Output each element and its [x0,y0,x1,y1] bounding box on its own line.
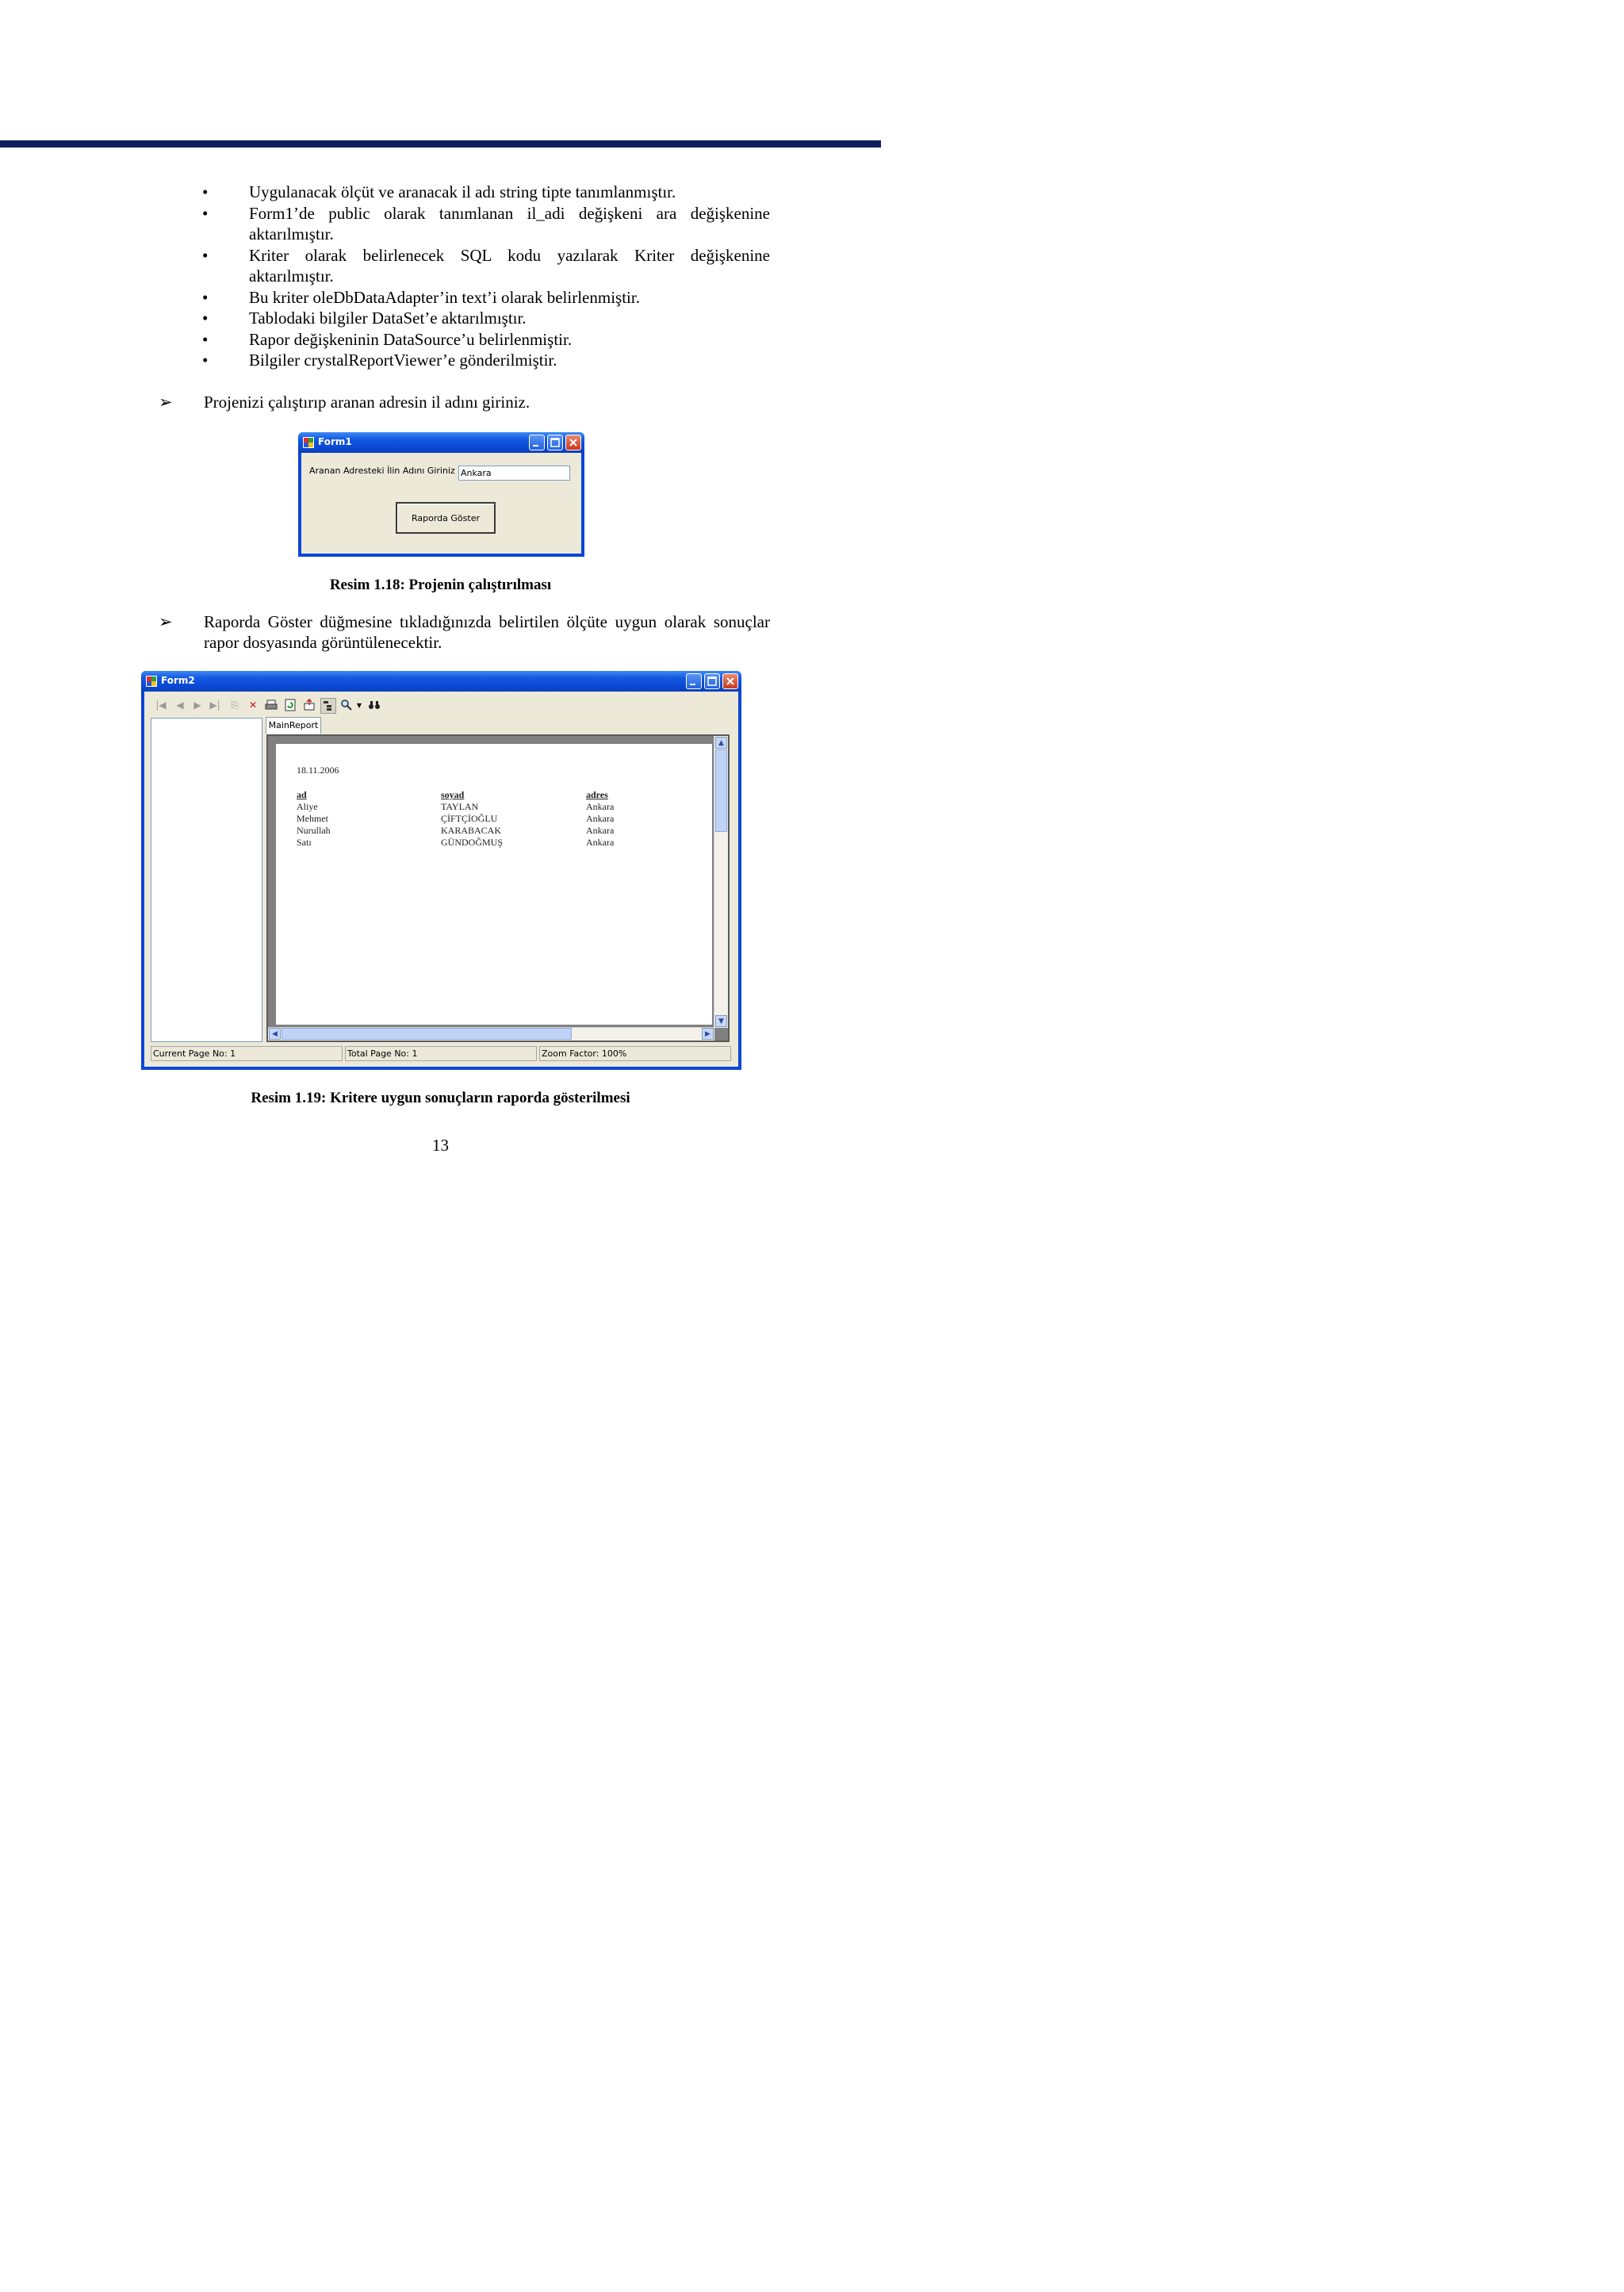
city-input[interactable] [458,466,570,481]
report-cell: Ankara [586,813,615,824]
report-cell: Satı [297,837,312,848]
status-bar [151,1046,731,1062]
form1-client [301,453,581,554]
minimize-button[interactable] [686,673,702,689]
form1-titlebar[interactable] [298,432,584,453]
report-cell: Mehmet [297,813,328,824]
show-report-button[interactable]: Raporda Göster [396,502,496,534]
bullet-item: • Tablodaki bilgiler DataSet’e aktarılmıştır. [202,308,770,329]
arrow-bullet-icon: ➢ [159,612,173,631]
vertical-scrollbar[interactable] [714,736,728,1028]
report-cell: Nurullah [297,825,331,836]
close-icon [566,435,580,450]
form2-client [144,692,738,1067]
step-text: Raporda Göster düğmesine tıkladığınızda belirtilen ölçüte uygun olarak sonuçlar rapor dosyasında görüntülenecektir. [204,612,770,652]
report-cell: Aliye [297,801,318,812]
refresh-icon[interactable] [283,698,297,712]
tab-mainreport[interactable]: MainReport [266,717,321,734]
zoom-dropdown-icon[interactable]: ▼ [356,701,362,709]
report-cell: Ankara [586,837,615,848]
prev-page-icon[interactable]: ◀ [176,699,184,711]
bullet-list [202,182,770,371]
report-cell: ÇİFTÇİOĞLU [441,813,498,824]
scroll-left-icon[interactable]: ◀ [269,1028,281,1040]
maximize-button[interactable] [704,673,720,689]
group-tree-panel[interactable] [151,718,262,1042]
maximize-icon [705,674,719,688]
app-icon [145,675,158,688]
scroll-right-icon[interactable]: ▶ [702,1028,714,1040]
step-text: Projenizi çalıştırıp aranan adresin il adını giriniz. [204,393,530,412]
bullet-item: • Bu kriter oleDbDataAdapter’in text’i olarak belirlenmiştir. [202,287,770,309]
step-item [159,392,770,412]
vertical-scroll-thumb[interactable] [715,749,727,832]
scroll-up-icon[interactable]: ▲ [715,737,727,749]
page-number: 13 [432,1136,449,1155]
binoculars-icon[interactable] [367,698,381,712]
goto-page-icon[interactable]: ⎘ [231,699,239,711]
city-label: Aranan Adresteki İlin Adını Giriniz [309,466,455,476]
report-cell: TAYLAN [441,801,479,812]
maximize-button[interactable] [547,435,563,450]
form1-window [298,432,584,557]
group-tree-toggle-icon[interactable] [320,698,336,714]
report-viewer [266,734,730,1042]
last-page-icon[interactable]: ▶| [209,699,220,711]
horizontal-scroll-thumb[interactable] [282,1028,572,1040]
current-page-status: Current Page No: 1 [151,1046,343,1061]
figure-caption: Resim 1.18: Projenin çalıştırılması [329,577,552,593]
arrow-bullet-icon: ➢ [159,393,173,412]
figure-caption: Resim 1.19: Kritere uygun sonuçların raporda gösterilmesi [251,1090,630,1106]
maximize-icon [548,435,562,450]
close-button[interactable] [565,435,581,450]
report-cell: Ankara [586,825,615,836]
form2-titlebar[interactable] [141,671,741,692]
report-date: 18.11.2006 [297,765,339,776]
header-bar [0,140,881,148]
close-icon [723,674,737,688]
bullet-item: • Kriter olarak belirlenecek SQL kodu yazılarak Kriter değişkenine aktarılmıştır. [202,245,770,287]
bullet-item: • Form1’de public olarak tanımlanan il_adi değişkeni ara değişkenine aktarılmıştır. [202,203,770,245]
column-header: soyad [441,789,465,800]
minimize-icon [687,674,701,688]
app-icon [302,436,315,449]
column-header: adres [586,789,608,800]
report-cell: GÜNDOĞMUŞ [441,837,504,848]
total-page-status: Total Page No: 1 [345,1046,537,1061]
report-cell: Ankara [586,801,615,812]
bullet-item: • Uygulanacak ölçüt ve aranacak il adı string tipte tanımlanmıştır. [202,182,770,203]
zoom-factor-status: Zoom Factor: 100% [539,1046,731,1061]
column-header: ad [297,789,307,800]
horizontal-scrollbar[interactable] [268,1027,714,1041]
report-cell: KARABACAK [441,825,502,836]
report-toolbar [151,696,389,714]
next-page-icon[interactable]: ▶ [193,699,201,711]
bullet-item: • Rapor değişkeninin DataSource’u belirlenmiştir. [202,329,770,351]
stop-icon[interactable]: ✕ [248,699,258,711]
bullet-item: • Bilgiler crystalReportViewer’e gönderilmiştir. [202,350,770,371]
close-button[interactable] [722,673,738,689]
first-page-icon[interactable]: |◀ [155,699,167,711]
window-title: Form1 [318,436,352,447]
form2-window [141,671,741,1070]
step-item [159,611,770,653]
minimize-button[interactable] [529,435,545,450]
report-page [276,744,712,1025]
export-icon[interactable] [302,698,316,712]
window-title: Form2 [161,675,195,686]
print-icon[interactable] [264,698,278,712]
scroll-down-icon[interactable]: ▼ [715,1015,727,1027]
minimize-icon [530,435,544,450]
